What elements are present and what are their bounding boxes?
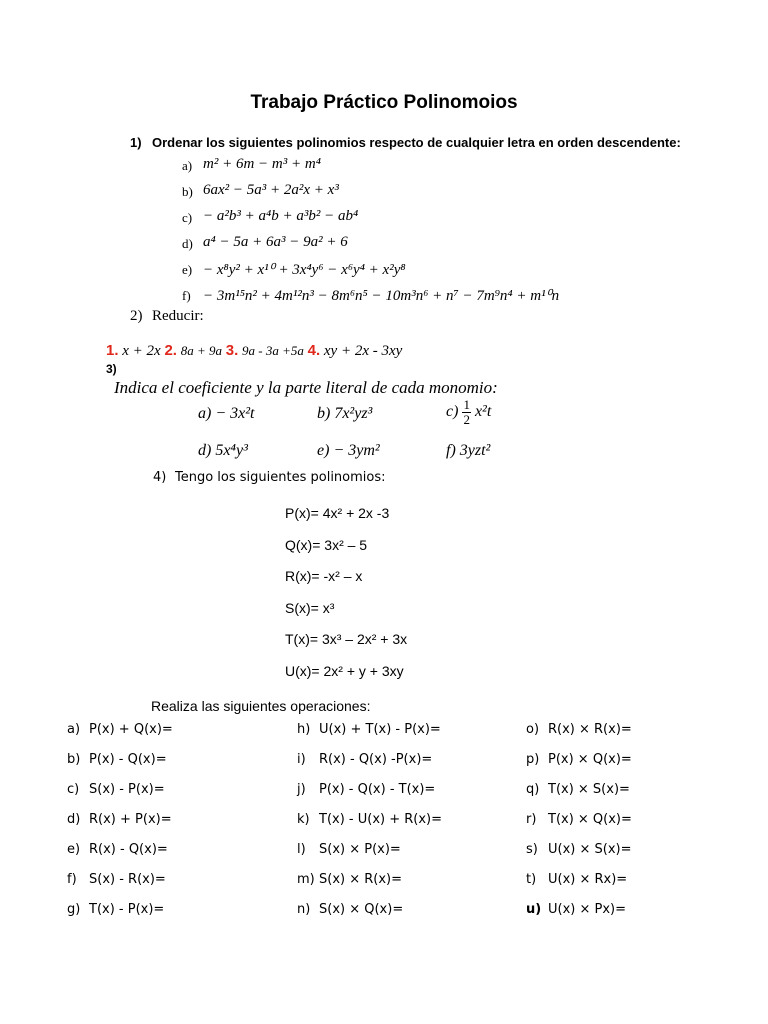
- mono-f-expr: 3yzt²: [459, 442, 491, 459]
- op-text: R(x) × R(x)=: [548, 722, 632, 737]
- op-label: u): [526, 902, 542, 917]
- section-3-number: 3): [106, 362, 117, 376]
- operation-p: [526, 750, 632, 780]
- operation-g: [67, 900, 173, 930]
- section-1-heading: Ordenar los siguientes polinomios respecto de cualquier letra en orden descendente:: [152, 135, 681, 150]
- operation-f: [67, 870, 173, 900]
- op-label: n): [297, 902, 311, 917]
- op-text: S(x) × P(x)=: [319, 842, 401, 857]
- op-text: T(x) × S(x)=: [548, 782, 630, 797]
- operation-u: [526, 900, 632, 930]
- op-label: i): [297, 752, 306, 767]
- reduce-num-1: 1.: [106, 342, 119, 359]
- op-label: c): [67, 782, 80, 797]
- op-text: P(x) - Q(x)=: [89, 752, 167, 767]
- polynomial-s: S(x)= x³: [285, 599, 335, 616]
- op-label: b): [67, 752, 81, 767]
- op-label: k): [297, 812, 310, 827]
- section-4-number: 4): [153, 470, 167, 485]
- op-text: T(x) × Q(x)=: [548, 812, 632, 827]
- page-title: Trabajo Práctico Polinomoios: [250, 92, 518, 113]
- operation-r: [526, 810, 632, 840]
- reduce-expr-1: x + 2x: [122, 343, 161, 359]
- operation-q: [526, 780, 632, 810]
- s1-expr-e: − x⁸y² + x¹⁰ + 3x⁴y⁶ − x⁶y⁴ + x²y⁸: [203, 262, 406, 278]
- op-label: f): [67, 872, 77, 887]
- mono-d-label: d): [198, 442, 212, 459]
- operation-b: [67, 750, 173, 780]
- mono-e-label: e): [317, 442, 330, 459]
- op-text: R(x) - Q(x)=: [89, 842, 168, 857]
- operation-o: [526, 720, 632, 750]
- operation-n: [297, 900, 442, 930]
- operation-h: [297, 720, 442, 750]
- op-text: P(x) × Q(x)=: [548, 752, 632, 767]
- s1-expr-d: a⁴ − 5a + 6a³ − 9a² + 6: [203, 234, 348, 250]
- mono-c: [446, 398, 491, 427]
- op-text: S(x) × Q(x)=: [319, 902, 404, 917]
- mono-f: [446, 442, 490, 460]
- s1-label-b: b): [182, 184, 193, 199]
- s1-label-c: c): [182, 210, 193, 225]
- op-text: P(x) - Q(x) - T(x)=: [319, 782, 436, 797]
- section-4-heading: Tengo los siguientes polinomios:: [175, 470, 386, 485]
- operations-column-2: [297, 720, 442, 930]
- op-text: U(x) × Px)=: [548, 902, 627, 917]
- operation-m: [297, 870, 442, 900]
- op-label: q): [526, 782, 540, 797]
- mono-a-label: a): [198, 405, 212, 422]
- operation-a: [67, 720, 173, 750]
- reduce-num-3: 3.: [225, 342, 239, 359]
- s1-expr-b: 6ax² − 5a³ + 2a²x + x³: [203, 182, 339, 198]
- reduce-expr-2: 8a + 9a: [180, 343, 222, 358]
- polynomial-r: R(x)= -x² – x: [285, 568, 363, 584]
- reduce-expr-4: xy + 2x - 3xy: [323, 343, 403, 359]
- op-label: p): [526, 752, 540, 767]
- op-label: e): [67, 842, 81, 857]
- operation-i: [297, 750, 442, 780]
- op-text: U(x) + T(x) - P(x)=: [319, 722, 441, 737]
- op-label: j): [297, 782, 306, 797]
- mono-b: [317, 405, 372, 423]
- op-text: P(x) + Q(x)=: [89, 722, 173, 737]
- op-label: m): [297, 872, 315, 887]
- s1-label-f: f): [182, 288, 191, 303]
- operations-column-3: [526, 720, 632, 930]
- section-3-heading: Indica el coeficiente y la parte literal de cada monomio:: [114, 378, 498, 397]
- s1-expr-a: m² + 6m − m³ + m⁴: [203, 156, 321, 172]
- op-text: R(x) - Q(x) -P(x)=: [319, 752, 433, 767]
- mono-d-expr: 5x⁴y³: [215, 442, 248, 459]
- polynomial-u: U(x)= 2x² + y + 3xy: [285, 662, 404, 679]
- op-text: T(x) - P(x)=: [89, 902, 165, 917]
- operations-heading: Realiza las siguientes operaciones:: [151, 698, 371, 714]
- op-label: d): [67, 812, 81, 827]
- reduce-expr-3: 9a - 3a +5a: [242, 343, 304, 358]
- polynomial-q: Q(x)= 3x² – 5: [285, 536, 368, 553]
- op-text: U(x) × Rx)=: [548, 872, 628, 887]
- op-text: T(x) - U(x) + R(x)=: [319, 812, 443, 827]
- operation-c: [67, 780, 173, 810]
- op-text: S(x) × R(x)=: [319, 872, 403, 887]
- section-1-number: 1): [130, 135, 142, 150]
- op-label: l): [297, 842, 306, 857]
- section-2-heading: Reducir:: [152, 308, 204, 324]
- op-label: h): [297, 722, 311, 737]
- mono-c-label: c): [446, 403, 459, 421]
- mono-f-label: f): [446, 442, 456, 459]
- mono-c-fraction: [462, 398, 471, 427]
- mono-b-expr: 7x²yz³: [334, 405, 373, 422]
- op-text: U(x) × S(x)=: [548, 842, 632, 857]
- s1-label-d: d): [182, 236, 193, 251]
- op-label: r): [526, 812, 537, 827]
- operation-e: [67, 840, 173, 870]
- fraction-numerator: 1: [463, 397, 470, 412]
- s1-label-e: e): [182, 262, 193, 277]
- operation-k: [297, 810, 442, 840]
- polynomial-t: T(x)= 3x³ – 2x² + 3x: [285, 631, 408, 647]
- s1-expr-f: − 3m¹⁵n² + 4m¹²n³ − 8m⁶n⁵ − 10m³n⁶ + n⁷ − 7m⁹n⁴ + m¹⁰n: [203, 288, 560, 304]
- op-label: g): [67, 902, 81, 917]
- op-text: R(x) + P(x)=: [89, 812, 172, 827]
- mono-a: [198, 405, 254, 423]
- operation-j: [297, 780, 442, 810]
- op-label: t): [526, 872, 537, 887]
- reduce-num-4: 4.: [307, 342, 321, 359]
- operation-t: [526, 870, 632, 900]
- mono-d: [198, 442, 248, 460]
- reduce-num-2: 2.: [164, 342, 177, 359]
- polynomial-list: [285, 504, 407, 693]
- mono-c-expr: x²t: [474, 403, 492, 421]
- reduce-list: [106, 342, 402, 360]
- section-2-number: 2): [130, 308, 143, 324]
- operation-l: [297, 840, 442, 870]
- op-label: s): [526, 842, 538, 857]
- mono-e: [317, 442, 380, 460]
- s1-expr-c: − a²b³ + a⁴b + a³b² − ab⁴: [203, 208, 359, 224]
- op-text: S(x) - R(x)=: [89, 872, 166, 887]
- op-label: o): [526, 722, 540, 737]
- op-label: a): [67, 722, 81, 737]
- operations-column-1: [67, 720, 173, 930]
- mono-a-expr: − 3x²t: [215, 405, 255, 422]
- mono-e-expr: − 3ym²: [333, 442, 380, 459]
- fraction-denominator: 2: [463, 412, 470, 427]
- s1-label-a: a): [182, 158, 193, 173]
- operation-s: [526, 840, 632, 870]
- polynomial-p: P(x)= 4x² + 2x -3: [285, 505, 390, 521]
- op-text: S(x) - P(x)=: [89, 782, 165, 797]
- operation-d: [67, 810, 173, 840]
- mono-b-label: b): [317, 405, 331, 422]
